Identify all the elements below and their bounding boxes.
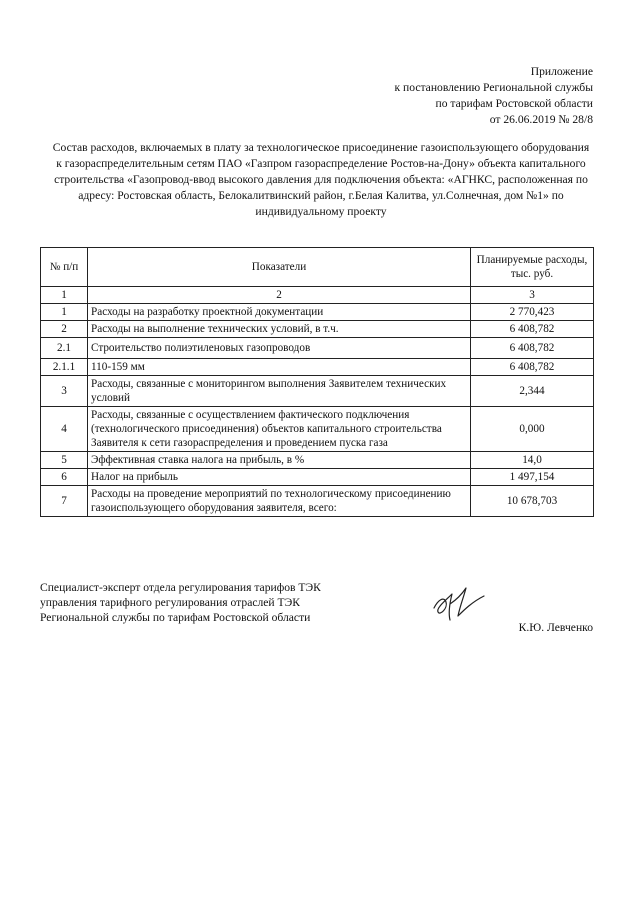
row-value: 1 497,154 xyxy=(471,469,594,486)
table-row xyxy=(41,338,594,359)
title-line-5: индивидуальному проекту xyxy=(255,205,387,218)
row-num: 6 xyxy=(41,469,88,486)
table-row xyxy=(41,452,594,469)
row-value: 10 678,703 xyxy=(471,486,594,517)
title-line-4: адресу: Ростовская область, Белокалитвинский район, г.Белая Калитва, ул.Солнечная, дом №1» по xyxy=(78,189,564,202)
colnum-1: 1 xyxy=(41,287,88,304)
table-row xyxy=(41,304,594,321)
row-num: 2.1 xyxy=(41,338,88,359)
table-row xyxy=(41,486,594,517)
title-line-2: к газораспределительным сетям ПАО «Газпром газораспределение Ростов-на-Дону» объекта капитального xyxy=(56,157,586,170)
costs-table xyxy=(40,247,594,517)
row-name: Расходы на выполнение технических условий, в т.ч. xyxy=(88,321,471,338)
row-name: Эффективная ставка налога на прибыль, в % xyxy=(88,452,471,469)
document-title xyxy=(40,140,602,220)
handwritten-signature xyxy=(428,582,488,626)
row-value: 6 408,782 xyxy=(471,321,594,338)
signatory-line-3: Региональной службы по тарифам Ростовской области xyxy=(40,611,311,624)
appendix-line-1: Приложение xyxy=(530,65,593,78)
row-num: 4 xyxy=(41,407,88,452)
row-num: 3 xyxy=(41,376,88,407)
title-line-3: строительства «Газопровод-ввод высокого давления для подключения объекта: «АГНКС, расположенная по xyxy=(54,173,588,186)
colnum-2: 2 xyxy=(88,287,471,304)
row-name: Расходы, связанные с мониторингом выполнения Заявителем технических условий xyxy=(88,376,471,407)
table-colnum-row xyxy=(41,287,594,304)
row-num: 2.1.1 xyxy=(41,359,88,376)
row-num: 5 xyxy=(41,452,88,469)
row-value: 2,344 xyxy=(471,376,594,407)
row-name: Расходы на проведение мероприятий по технологическому присоединению газоиспользующего оборудования заявителя, всего: xyxy=(88,486,471,517)
appendix-line-2: к постановлению Региональной службы xyxy=(394,81,593,94)
row-value: 14,0 xyxy=(471,452,594,469)
row-num: 7 xyxy=(41,486,88,517)
table-row xyxy=(41,469,594,486)
row-name: Налог на прибыль xyxy=(88,469,471,486)
table-row xyxy=(41,359,594,376)
table-row xyxy=(41,407,594,452)
row-name: Строительство полиэтиленовых газопроводов xyxy=(88,338,471,359)
row-name: Расходы, связанные с осуществлением фактического подключения (технологического присоединения) объектов капитального строительства Заявителя к сети газораспределения и проведением пуска газа xyxy=(88,407,471,452)
row-value: 6 408,782 xyxy=(471,338,594,359)
header-num: № п/п xyxy=(41,248,88,287)
row-value: 0,000 xyxy=(471,407,594,452)
colnum-3: 3 xyxy=(471,287,594,304)
appendix-line-4: от 26.06.2019 № 28/8 xyxy=(489,113,593,126)
row-num: 1 xyxy=(41,304,88,321)
table-row xyxy=(41,376,594,407)
signatory-title xyxy=(40,580,321,625)
signatory-name: К.Ю. Левченко xyxy=(518,621,593,634)
signatory-line-2: управления тарифного регулирования отраслей ТЭК xyxy=(40,596,300,609)
row-name: Расходы на разработку проектной документации xyxy=(88,304,471,321)
appendix-header xyxy=(395,64,594,128)
appendix-line-3: по тарифам Ростовской области xyxy=(435,97,593,110)
signatory-line-1: Специалист-эксперт отдела регулирования тарифов ТЭК xyxy=(40,581,321,594)
table-row xyxy=(41,321,594,338)
row-value: 6 408,782 xyxy=(471,359,594,376)
header-value: Планируемые расходы, тыс. руб. xyxy=(471,248,594,287)
title-line-1: Состав расходов, включаемых в плату за технологическое присоединение газоиспользующего оборудования xyxy=(52,141,590,154)
row-value: 2 770,423 xyxy=(471,304,594,321)
header-name: Показатели xyxy=(88,248,471,287)
row-name: 110-159 мм xyxy=(88,359,471,376)
table-header-row xyxy=(41,248,594,287)
row-num: 2 xyxy=(41,321,88,338)
